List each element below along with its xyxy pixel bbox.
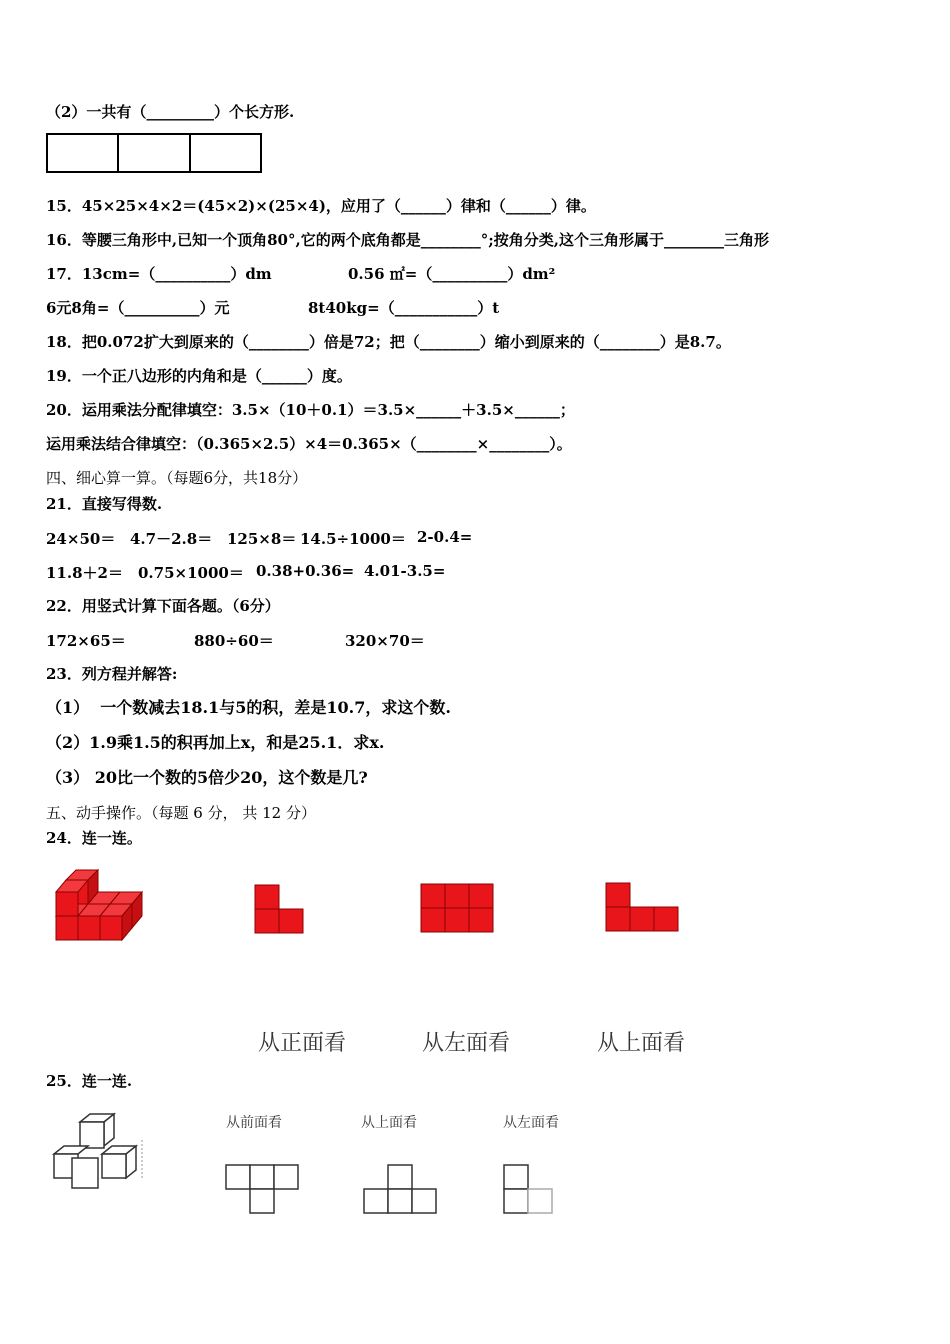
section-5-title: 五、动手操作。（每题 6 分， 共 12 分） xyxy=(46,804,316,822)
question-17d: 8t40kg=（___________）t xyxy=(308,299,500,317)
view-label-front: 从正面看 xyxy=(258,1031,347,1056)
calc-item: 24×50＝ xyxy=(46,530,116,548)
calc-item: 125×8＝ xyxy=(227,530,297,548)
calc-item: 0.38+0.36= xyxy=(256,562,355,580)
view25-label-left: 从左面看 xyxy=(503,1115,559,1131)
question-18: 18．把0.072扩大到原来的（________）倍是72；把（________）缩小到原来的（________）是8.7。 xyxy=(46,333,731,351)
left-view-shape xyxy=(605,882,681,934)
cube-stack-figure xyxy=(52,868,152,944)
question-24: 24．连一连。 xyxy=(46,829,142,847)
view-label-left: 从左面看 xyxy=(422,1031,511,1056)
view25-top-shape xyxy=(362,1163,440,1217)
section-4-title: 四、细心算一算。（每题6分，共18分） xyxy=(46,469,308,487)
vertical-calc-item: 320×70＝ xyxy=(345,632,425,650)
view25-label-front: 从前面看 xyxy=(226,1115,282,1131)
top-view-shape xyxy=(420,883,496,935)
calc-item: 2-0.4= xyxy=(417,528,473,546)
q14-part2: （2）一共有（_________）个长方形. xyxy=(46,103,295,121)
vertical-calc-item: 880÷60＝ xyxy=(194,632,274,650)
question-23-part1: （1） 一个数减去18.1与5的积，差是10.7，求这个数. xyxy=(46,698,451,717)
question-25: 25．连一连. xyxy=(46,1072,133,1090)
question-17a: 17．13cm=（__________）dm xyxy=(46,265,272,283)
calc-item: 4.7－2.8＝ xyxy=(130,530,213,548)
three-rectangles-figure xyxy=(46,133,262,173)
view25-front-shape xyxy=(224,1163,302,1217)
view25-label-top: 从上面看 xyxy=(361,1115,417,1131)
question-22: 22．用竖式计算下面各题。（6分） xyxy=(46,597,280,615)
view25-left-shape xyxy=(502,1163,556,1217)
question-19: 19．一个正八边形的内角和是（______）度。 xyxy=(46,367,352,385)
question-23: 23．列方程并解答: xyxy=(46,665,178,683)
rect-cell xyxy=(117,133,190,173)
calc-item: 0.75×1000＝ xyxy=(138,564,244,582)
question-20a: 20．运用乘法分配律填空：3.5×（10＋0.1）＝3.5×______＋3.5×______； xyxy=(46,401,575,419)
calc-item: 11.8＋2＝ xyxy=(46,564,123,582)
view-label-top: 从上面看 xyxy=(597,1031,686,1056)
rect-cell xyxy=(46,133,119,173)
question-20b: 运用乘法结合律填空：（0.365×2.5）×4＝0.365×（________×________）。 xyxy=(46,435,572,453)
vertical-calc-item: 172×65＝ xyxy=(46,632,126,650)
question-21: 21．直接写得数. xyxy=(46,495,163,513)
cube-line-figure xyxy=(50,1110,150,1194)
question-23-part3: （3） 20比一个数的5倍少20，这个数是几? xyxy=(46,768,368,787)
front-view-shape xyxy=(254,884,306,936)
calc-item: 14.5÷1000＝ xyxy=(300,530,406,548)
calc-item: 4.01-3.5= xyxy=(364,562,446,580)
rect-cell xyxy=(189,133,262,173)
question-17c: 6元8角=（__________）元 xyxy=(46,299,230,317)
question-17b: 0.56 ㎡=（__________）dm² xyxy=(348,265,556,283)
question-23-part2: （2）1.9乘1.5的积再加上x，和是25.1．求x. xyxy=(46,733,385,752)
question-15: 15．45×25×4×2＝(45×2)×(25×4)，应用了（______）律和（______）律。 xyxy=(46,197,596,215)
question-16: 16．等腰三角形中,已知一个顶角80°,它的两个底角都是________°;按角分类,这个三角形属于________三角形 xyxy=(46,231,769,249)
